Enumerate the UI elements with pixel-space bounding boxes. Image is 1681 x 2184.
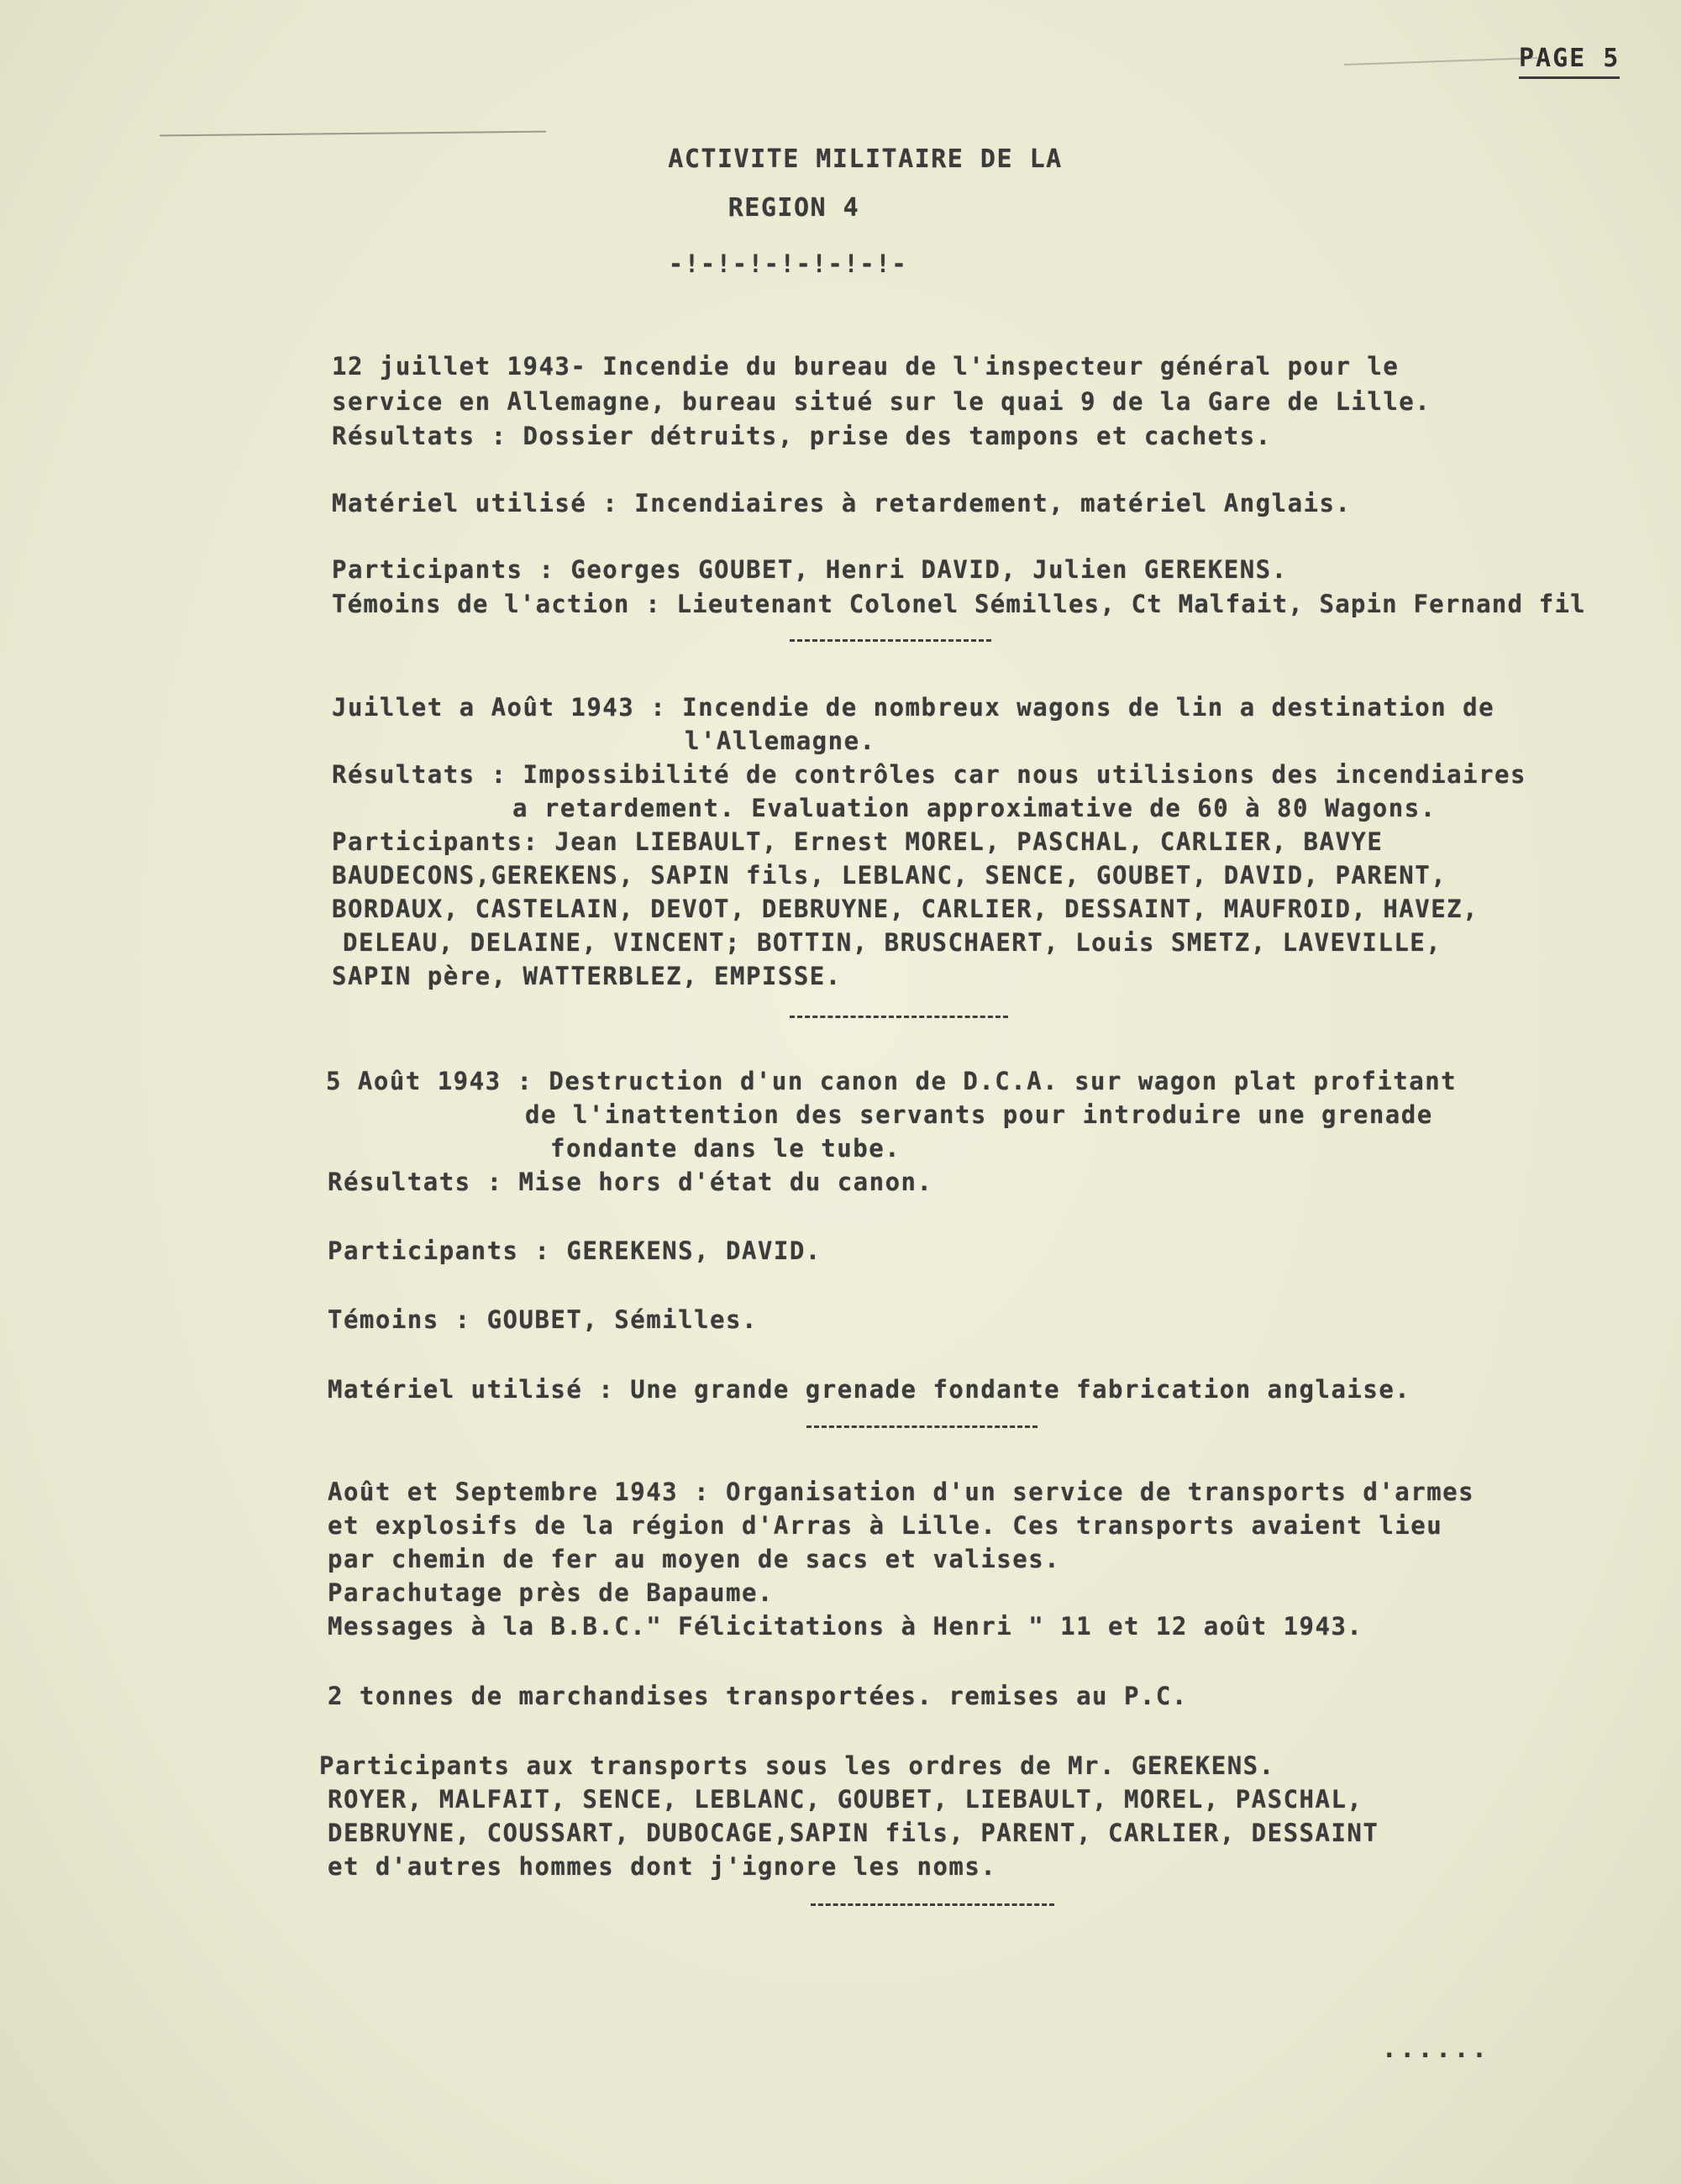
stray-pen-line [1344,57,1537,66]
section2-line: Juillet a Août 1943 : Incendie de nombreux wagons de lin a destination de [332,693,1495,722]
section4-line: Messages à la B.B.C." Félicitations à Henri " 11 et 12 août 1943. [328,1612,1363,1641]
section2-line: DELEAU, DELAINE, VINCENT; BOTTIN, BRUSCHAERT, Louis SMETZ, LAVEVILLE, [343,928,1442,957]
page-number: PAGE 5 [1519,44,1620,79]
section1-line: service en Allemagne, bureau situé sur le quai 9 de la Gare de Lille. [332,387,1431,416]
section4-line: 2 tonnes de marchandises transportées. remises au P.C. [328,1682,1188,1710]
section3-line: fondante dans le tube. [550,1134,901,1163]
section3-line: 5 Août 1943 : Destruction d'un canon de D.C.A. sur wagon plat profitant [326,1067,1458,1095]
end-mark: ...... [1382,2034,1490,2063]
section-separator [790,639,991,642]
section3-line: Résultats : Mise hors d'état du canon. [328,1168,933,1196]
document-title-line2: REGION 4 [728,193,860,223]
section4-line: Participants aux transports sous les ordres de Mr. GEREKENS. [319,1751,1275,1780]
section4-line: ROYER, MALFAIT, SENCE, LEBLANC, GOUBET, LIEBAULT, MOREL, PASCHAL, [328,1785,1363,1814]
section4-line: et explosifs de la région d'Arras à Lille. Ces transports avaient lieu [328,1511,1443,1540]
section-separator [806,1425,1037,1428]
section2-line: Participants: Jean LIEBAULT, Ernest MOREL, PASCHAL, CARLIER, BAVYE [332,827,1384,856]
section2-line: SAPIN père, WATTERBLEZ, EMPISSE. [332,962,842,990]
section3-line: Matériel utilisé : Une grande grenade fondante fabrication anglaise. [328,1375,1411,1404]
section3-line: Témoins : GOUBET, Sémilles. [328,1305,758,1334]
section1-line: Témoins de l'action : Lieutenant Colonel Sémilles, Ct Malfait, Sapin Fernand fil [332,590,1586,618]
section3-line: Participants : GEREKENS, DAVID. [328,1236,822,1265]
section2-line: Résultats : Impossibilité de contrôles car nous utilisions des incendiaires [332,760,1526,789]
document-title-line1: ACTIVITE MILITAIRE DE LA [668,144,1063,174]
section4-line: Parachutage près de Bapaume. [328,1578,774,1607]
section4-line: et d'autres hommes dont j'ignore les noms. [328,1852,997,1881]
section-separator [811,1903,1054,1906]
section2-line: l'Allemagne. [685,727,876,755]
section3-line: de l'inattention des servants pour introduire une grenade [525,1100,1433,1129]
stray-pen-line [160,131,546,137]
section2-line: BAUDECONS,GEREKENS, SAPIN fils, LEBLANC, SENCE, GOUBET, DAVID, PARENT, [332,861,1447,890]
section1-line: 12 juillet 1943- Incendie du bureau de l'inspecteur général pour le [332,352,1400,381]
section1-line: Participants : Georges GOUBET, Henri DAVID, Julien GEREKENS. [332,555,1288,584]
section1-line: Matériel utilisé : Incendiaires à retardement, matériel Anglais. [332,489,1352,517]
section4-line: DEBRUYNE, COUSSART, DUBOCAGE,SAPIN fils, PARENT, CARLIER, DESSAINT [328,1819,1379,1847]
section1-line: Résultats : Dossier détruits, prise des tampons et cachets. [332,422,1272,450]
section2-line: BORDAUX, CASTELAIN, DEVOT, DEBRUYNE, CARLIER, DESSAINT, MAUFROID, HAVEZ, [332,895,1479,923]
title-ornament: -!-!-!-!-!-!-!- [668,249,908,278]
section4-line: par chemin de fer au moyen de sacs et valises. [328,1545,1061,1573]
section-separator [790,1016,1008,1018]
section2-line: a retardement. Evaluation approximative de 60 à 80 Wagons. [512,794,1437,822]
section4-line: Août et Septembre 1943 : Organisation d'un service de transports d'armes [328,1478,1475,1506]
